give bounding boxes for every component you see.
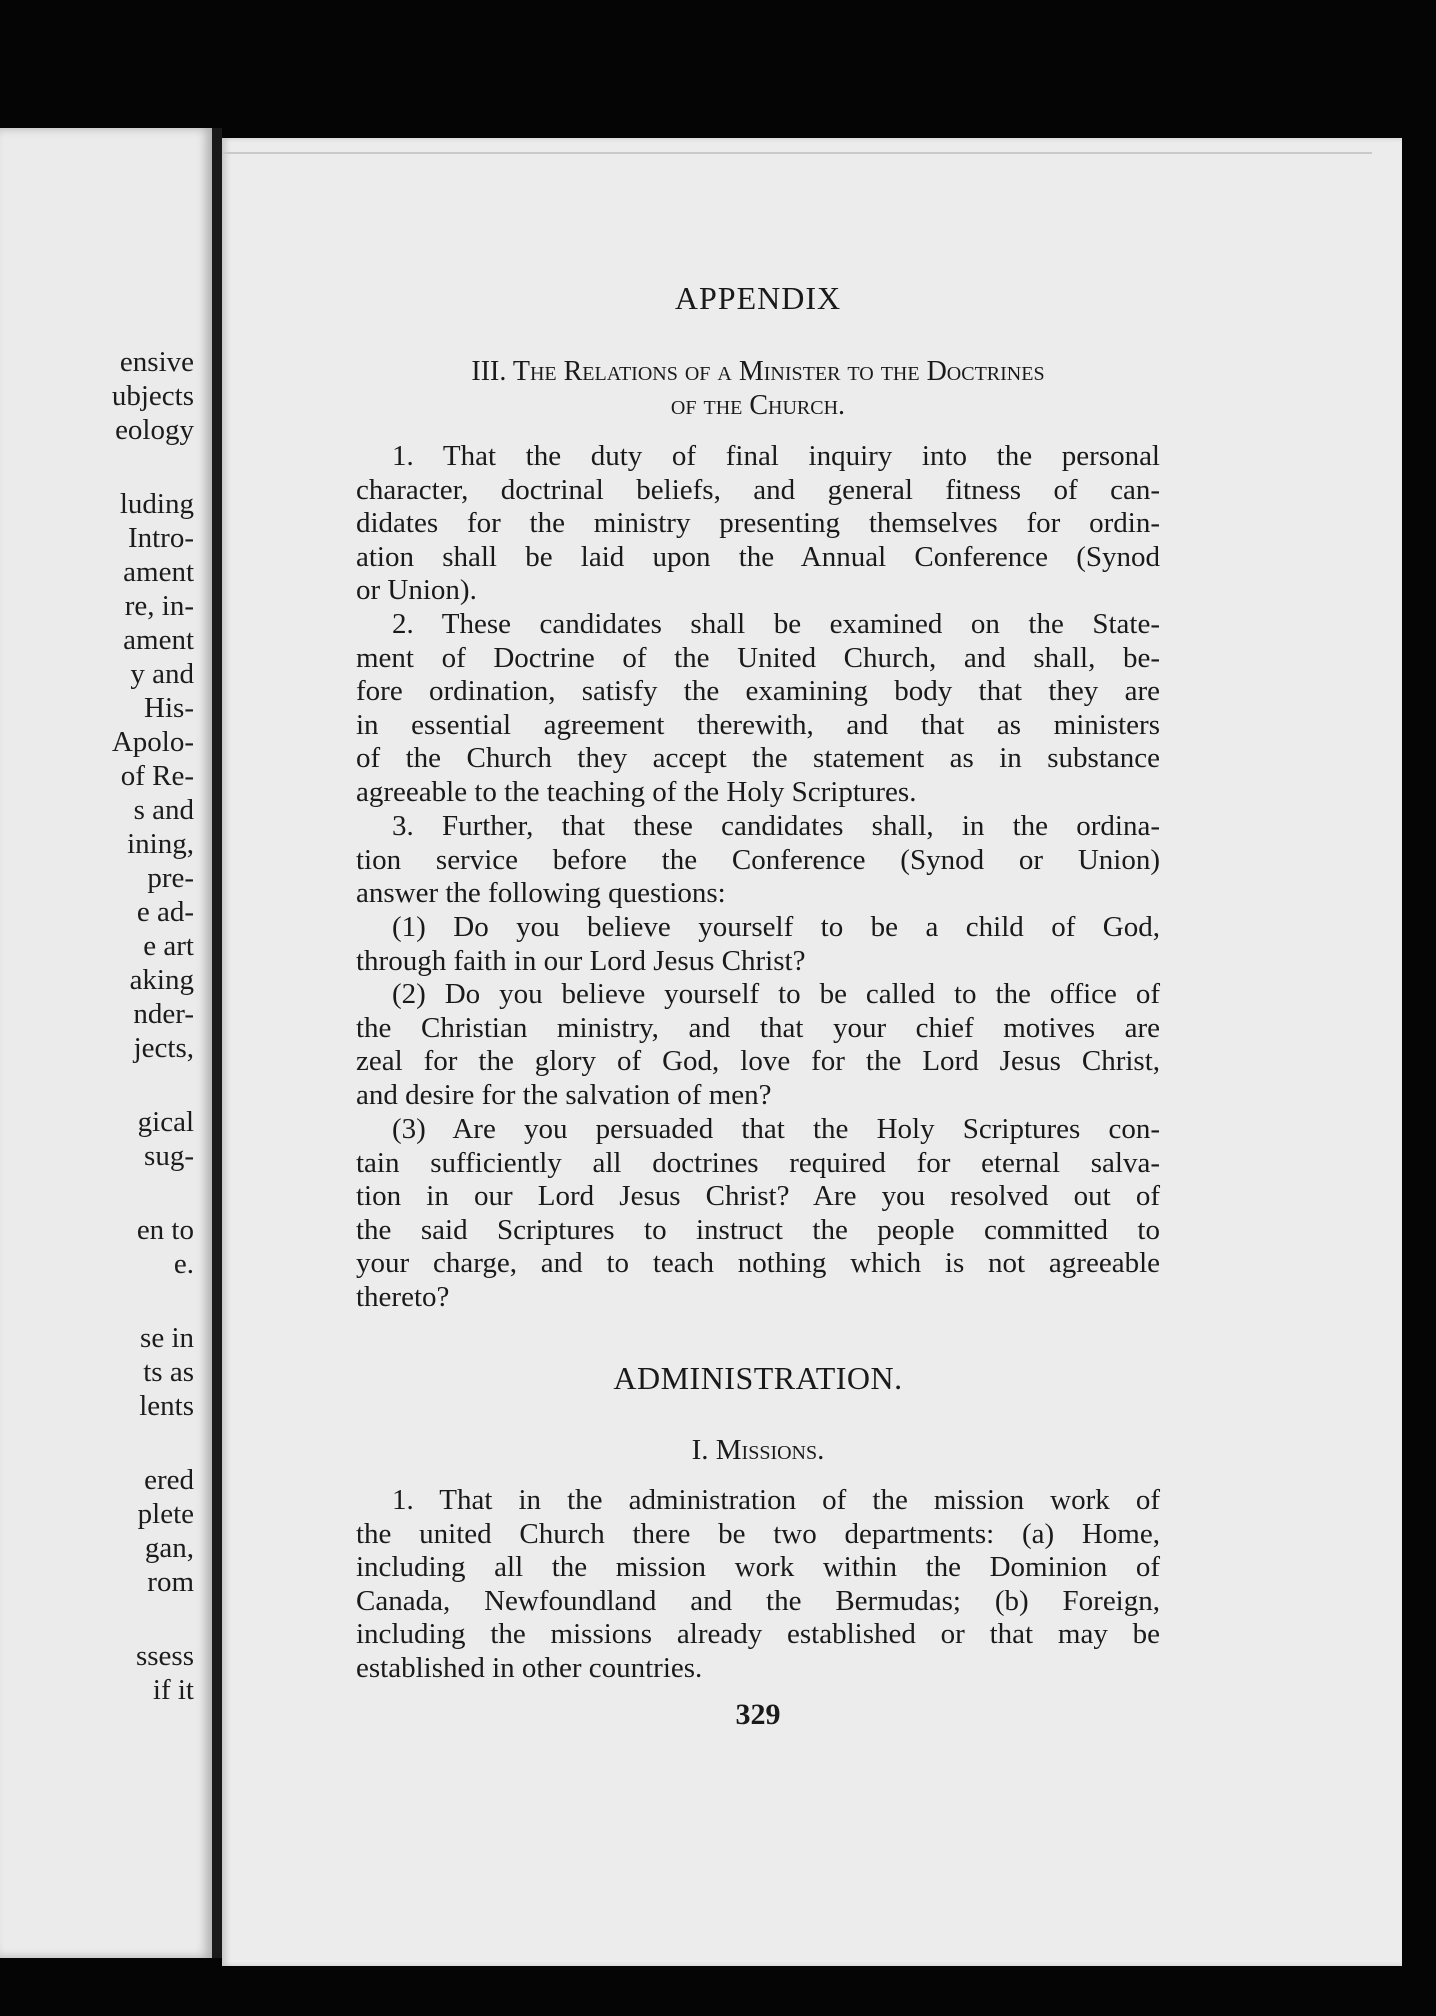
paragraph-3 [356, 810, 1160, 911]
running-head: APPENDIX [674, 280, 842, 316]
text-line: didates for the ministry presenting themselves for ordin- [356, 507, 1160, 540]
left-page-word-fragment: ubjects [111, 380, 194, 412]
left-page-word-fragment: e ad- [136, 896, 194, 928]
left-page-word-fragment: plete [137, 1498, 194, 1530]
text-line: 3. Further, that these candidates shall, in the ordina- [392, 810, 1160, 842]
text-line: thereto? [356, 1280, 450, 1313]
left-page-word-fragment: ered [144, 1464, 194, 1496]
left-page-word-fragment: ts as [143, 1356, 194, 1388]
page-number: 329 [735, 1698, 781, 1731]
text-line: of the Church they accept the statement as in substance [356, 742, 1160, 775]
text-line: zeal for the glory of God, love for the Lord Jesus Christ, [356, 1045, 1160, 1078]
left-page-word-fragment: jects, [133, 1032, 194, 1064]
text-line: including the missions already established or that may be [356, 1618, 1160, 1651]
question-3 [356, 1113, 1160, 1315]
text-line: answer the following questions: [356, 877, 726, 910]
text-line: 2. These candidates shall be examined on the State- [392, 608, 1160, 640]
left-page-word-fragment: ining, [127, 828, 194, 860]
left-page-word-fragment: e. [173, 1248, 194, 1280]
text-line: the united Church there be two departments: (a) Home, [356, 1517, 1160, 1550]
text-line: 1. That in the administration of the mission work of [392, 1484, 1160, 1516]
text-line: in essential agreement therewith, and that as ministers [356, 708, 1160, 741]
text-line: your charge, and to teach nothing which is not agreeable [356, 1247, 1160, 1280]
text-line: character, doctrinal beliefs, and general fitness of can- [356, 473, 1160, 506]
text-line: and desire for the salvation of men? [356, 1078, 772, 1111]
text-line: the said Scriptures to instruct the people committed to [356, 1213, 1160, 1246]
text-line: Canada, Newfoundland and the Bermudas; (b) Foreign, [356, 1584, 1160, 1617]
text-line: (1) Do you believe yourself to be a child of God, [392, 911, 1160, 943]
left-page-word-fragment: se in [140, 1322, 194, 1354]
text-line: tion service before the Conference (Synod or Union) [356, 843, 1160, 876]
left-page-word-fragment: ament [123, 624, 194, 656]
left-page-word-fragment: rom [147, 1566, 194, 1598]
left-page-word-fragment: nder- [133, 998, 194, 1030]
administration-heading: ADMINISTRATION. [613, 1360, 903, 1396]
text-line: ation shall be laid upon the Annual Conference (Synod [356, 540, 1160, 573]
book-page [222, 138, 1402, 1966]
section-title-line: of the Church. [670, 390, 846, 421]
left-page-word-fragment: His- [144, 692, 194, 724]
left-page-word-fragment: y and [130, 658, 194, 690]
text-line: established in other countries. [356, 1651, 703, 1684]
left-page-word-fragment: aking [129, 964, 194, 996]
missions-paragraph-1 [356, 1484, 1160, 1686]
paragraph-1 [356, 440, 1160, 608]
paragraph-2 [356, 608, 1160, 810]
previous-page-fragment [0, 128, 212, 1958]
text-line: (2) Do you believe yourself to be called to the office of [392, 978, 1160, 1010]
left-page-word-fragment: en to [136, 1214, 194, 1246]
section-title-line: III. The Relations of a Minister to the Doctrines [471, 356, 1045, 387]
left-page-word-fragment: lents [139, 1390, 194, 1422]
text-line: including all the mission work within the Dominion of [356, 1551, 1160, 1584]
text-line: through faith in our Lord Jesus Christ? [356, 944, 806, 977]
question-2 [356, 978, 1160, 1112]
left-page-word-fragment: s and [133, 794, 194, 826]
left-page-word-fragment: of Re- [120, 760, 194, 792]
question-1 [356, 911, 1160, 978]
text-line: agreeable to the teaching of the Holy Scriptures. [356, 775, 917, 808]
left-page-word-fragment: if it [152, 1674, 194, 1706]
left-page-word-fragment: ssess [135, 1640, 194, 1672]
left-page-word-fragment: gan, [144, 1532, 194, 1564]
missions-heading: I. Missions. [691, 1434, 825, 1466]
text-line: or Union). [356, 574, 477, 607]
text-line: fore ordination, satisfy the examining body that they are [356, 675, 1160, 708]
left-page-word-fragment: e art [143, 930, 194, 962]
left-page-word-fragment: eology [115, 414, 194, 446]
section-title [356, 355, 1160, 423]
text-line: tion in our Lord Jesus Christ? Are you resolved out of [356, 1180, 1160, 1213]
page-edge-line [222, 152, 1372, 154]
left-page-word-fragment: gical [137, 1106, 194, 1138]
text-line: the Christian ministry, and that your chief motives are [356, 1011, 1160, 1044]
text-line: tain sufficiently all doctrines required for eternal salva- [356, 1146, 1160, 1179]
book-gutter [212, 128, 222, 1958]
left-page-word-fragment: pre- [147, 862, 194, 894]
left-page-word-fragment: luding [119, 488, 194, 520]
text-line: (3) Are you persuaded that the Holy Scriptures con- [392, 1113, 1160, 1145]
left-page-word-fragment: Intro- [127, 522, 194, 554]
left-page-word-fragment: ament [123, 556, 194, 588]
text-line: ment of Doctrine of the United Church, and shall, be- [356, 641, 1160, 674]
left-page-word-fragment: ensive [119, 346, 194, 378]
left-page-word-fragment: re, in- [124, 590, 194, 622]
left-page-word-fragment: Apolo- [111, 726, 194, 758]
left-page-word-fragment: sug- [144, 1140, 194, 1172]
text-line: 1. That the duty of final inquiry into the personal [392, 440, 1160, 472]
